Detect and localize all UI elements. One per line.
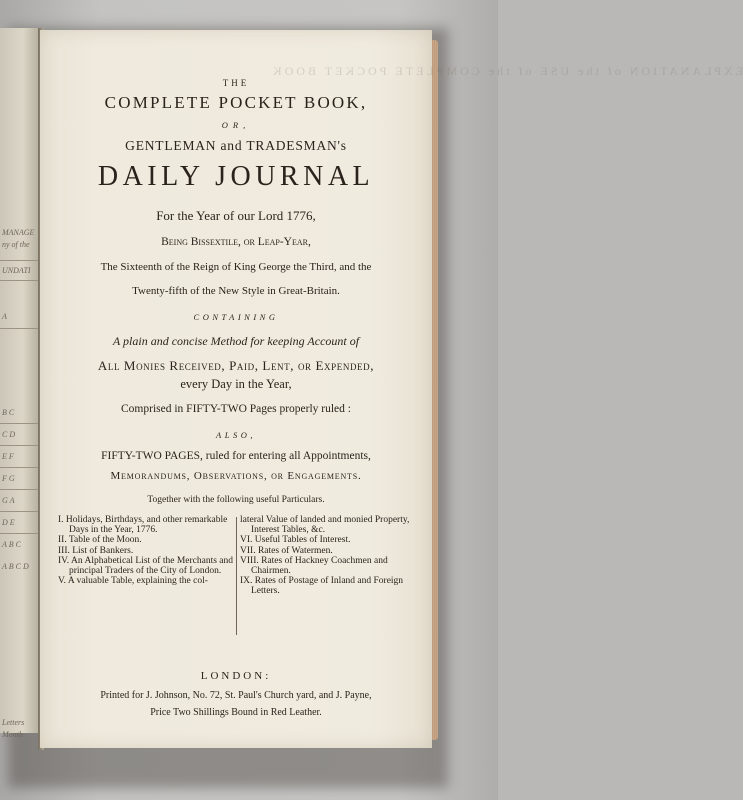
year-line: For the Year of our Lord 1776, <box>156 208 316 223</box>
left-rule <box>0 423 38 424</box>
particulars-heading: Together with the following useful Particulars. <box>147 495 325 505</box>
title-line-2: GENTLEMAN and TRADESMAN's <box>125 138 347 153</box>
left-page-edge <box>0 28 39 739</box>
leap-year-line: Being Bissextile, or Leap-Year, <box>161 236 311 248</box>
left-fragment: A <box>2 312 7 321</box>
fifty-two-pages-line: FIFTY-TWO PAGES, ruled for entering all Appointments, <box>101 450 371 462</box>
title-page <box>40 30 743 748</box>
title-line-1: COMPLETE POCKET BOOK, <box>104 93 368 112</box>
left-fragment: B C <box>2 408 15 417</box>
left-fragment: A B C <box>2 540 21 549</box>
price-line: Price Two Shillings Bound in Red Leather. <box>150 707 322 718</box>
title-the: THE <box>222 78 250 88</box>
imprint-line: Printed for J. Johnson, No. 72, St. Paul's Church yard, and J. Payne, <box>100 690 372 701</box>
left-fragment: G A <box>2 496 15 505</box>
left-rule <box>0 511 38 512</box>
left-fragment: UNDATI <box>2 266 31 275</box>
particular-item: VII. Rates of Watermen. <box>240 545 333 556</box>
left-fragment: F G <box>2 474 15 483</box>
particular-item: I. Holidays, Birthdays, and other remarkable Days in the Year, 1776. <box>58 515 228 536</box>
reign-line: The Sixteenth of the Reign of King George the Third, and the <box>100 261 372 273</box>
particulars-columns <box>58 515 430 665</box>
particular-item: III. List of Bankers. <box>58 545 134 556</box>
new-style-line: Twenty-fifth of the New Style in Great-Britain. <box>132 285 340 297</box>
left-fragment: MANAGE <box>2 228 35 237</box>
left-fragment: Month <box>2 730 23 739</box>
london-line: LONDON: <box>200 670 272 682</box>
memorandums-line: Memorandums, Observations, or Engagements. <box>110 470 362 482</box>
left-rule <box>0 533 38 534</box>
left-fragment: E F <box>2 452 14 461</box>
particular-item: II. Table of the Moon. <box>58 535 142 546</box>
left-rule <box>0 489 38 490</box>
left-rule <box>0 467 38 468</box>
particular-item: IV. An Alphabetical List of the Merchants and principal Traders of the City of London. <box>58 555 234 577</box>
left-fragment: Letters <box>2 718 25 727</box>
left-rule <box>0 260 38 261</box>
particulars-right-column <box>240 515 422 597</box>
left-fragment: ny of the <box>2 240 30 249</box>
title-line-3: DAILY JOURNAL <box>97 161 375 192</box>
column-divider <box>236 517 237 635</box>
left-rule <box>0 280 38 281</box>
left-fragment: A B C D <box>2 562 29 571</box>
left-rule <box>0 445 38 446</box>
monies-line: All Monies Received, Paid, Lent, or Expended, <box>97 358 375 373</box>
method-line: A plain and concise Method for keeping Account of <box>112 334 360 348</box>
title-or: OR, <box>221 120 251 130</box>
also-label: ALSO, <box>216 430 256 440</box>
particulars-left-column <box>58 515 236 586</box>
particular-item: VIII. Rates of Hackney Coachmen and Chairmen. <box>240 555 388 577</box>
left-fragment: D E <box>2 518 15 527</box>
left-rule <box>0 328 38 329</box>
particular-item: lateral Value of landed and monied Property, Interest Tables, &c. <box>240 515 410 536</box>
particular-item: IX. Rates of Postage of Inland and Foreign Letters. <box>240 576 404 597</box>
particular-item: V. A valuable Table, explaining the col- <box>58 576 208 587</box>
every-day-line: every Day in the Year, <box>180 377 292 391</box>
show-through-text: EXPLANATION of the USE of the COMPLETE POCKET BOOK <box>270 64 743 78</box>
left-fragment: C D <box>2 430 16 439</box>
containing-label: CONTAINING <box>193 312 279 322</box>
comprised-line: Comprised in FIFTY-TWO Pages properly ruled : <box>121 403 351 415</box>
particular-item: VI. Useful Tables of Interest. <box>240 535 351 546</box>
